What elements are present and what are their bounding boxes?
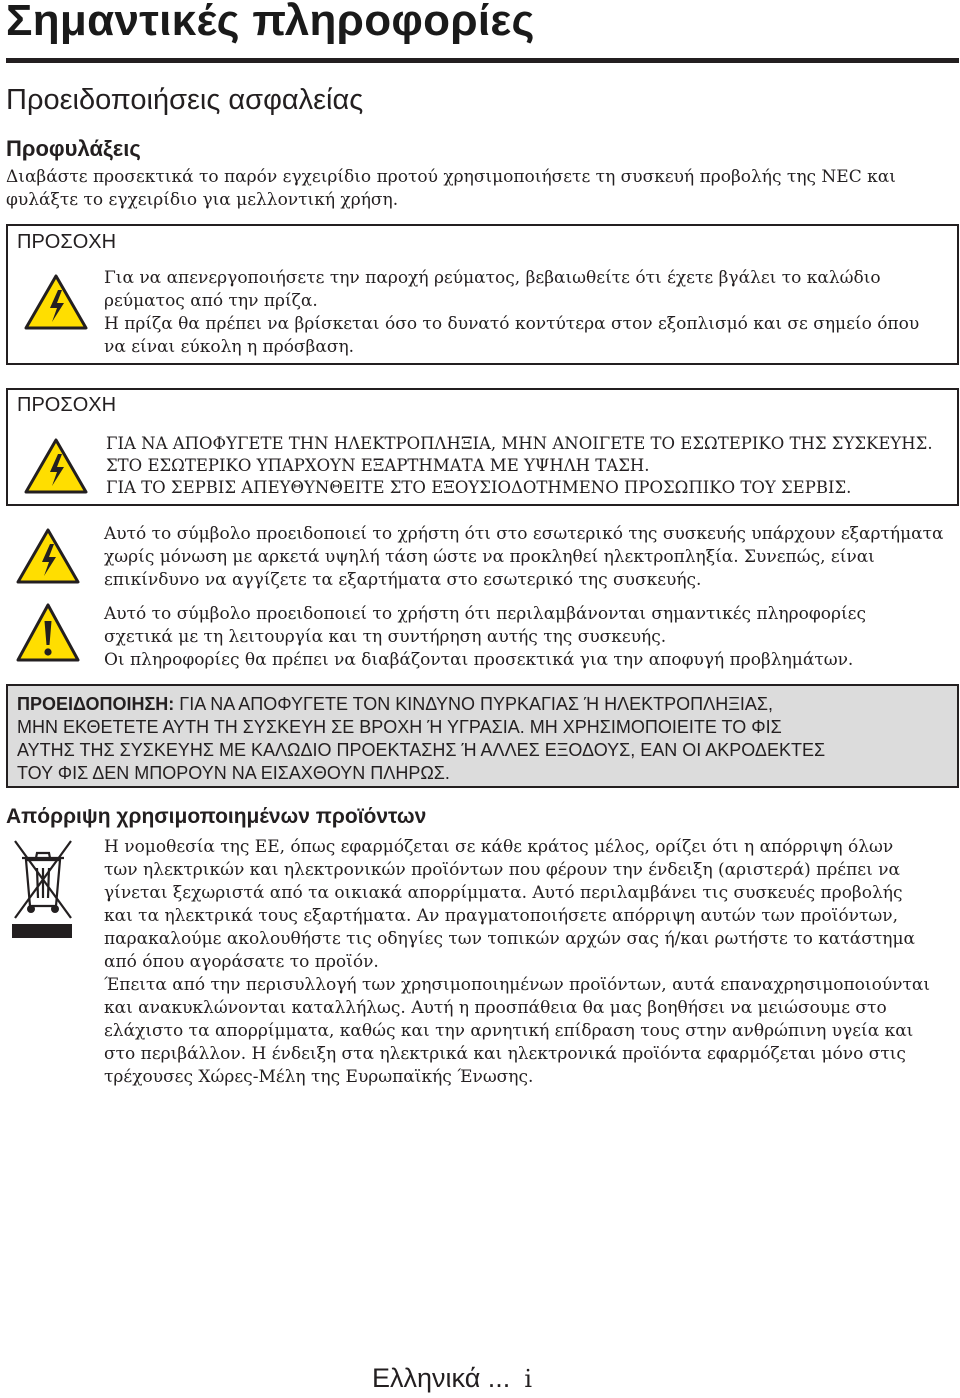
text-line: από όπου αγοράσατε το προϊόν.	[104, 952, 379, 972]
text-line: των ηλεκτρικών και ηλεκτρονικών προϊόντων που φέρουν την ένδειξη (αριστερά) πρέπει να	[104, 860, 900, 880]
text-line: Αυτό το σύμβολο προειδοποιεί το χρήστη ότι στο εσωτερικό της συσκευής υπάρχουν εξαρτήματα	[104, 524, 944, 544]
text-line: Διαβάστε προσεκτικά το παρόν εγχειρίδιο προτού χρησιμοποιήσετε τη συσκευή προβολής της NEC και	[6, 167, 896, 187]
symbol-description-important	[104, 603, 866, 672]
crossed-out-wheelie-bin-icon	[12, 838, 74, 948]
caution-box-high-voltage	[6, 388, 959, 506]
text-line: ΑΥΤΗΣ ΤΗΣ ΣΥΣΚΕΥΗΣ ΜΕ ΚΑΛΩΔΙΟ ΠΡΟΕΚΤΑΣΗΣ Ή ΑΛΛΕΣ ΕΞΟΔΟΥΣ, ΕΑΝ ΟΙ ΑΚΡΟΔΕΚΤΕΣ	[17, 740, 826, 760]
text-line: Η πρίζα θα πρέπει να βρίσκεται όσο το δυνατό κοντύτερα στον εξοπλισμό και σε σημείο όπου	[104, 314, 920, 334]
warning-first-line: ΓΙΑ ΝΑ ΑΠΟΦΥΓΕΤΕ ΤΟΝ ΚΙΝΔΥΝΟ ΠΥΡΚΑΓΙΑΣ Ή ΗΛΕΚΤΡΟΠΛΗΞΙΑΣ,	[179, 694, 774, 714]
text-line: στο περιβάλλον. Η ένδειξη στα ηλεκτρικά και ηλεκτρονικά προϊόντα εφαρμόζεται μόνο στις	[104, 1044, 906, 1064]
text-line: σχετικά με τη λειτουργία και τη συντήρηση αυτής της συσκευής.	[104, 627, 667, 647]
text-line: να είναι εύκολη η πρόσβαση.	[104, 337, 355, 357]
text-line: και ανακυκλώνονται καταλλήλως. Αυτή η προσπάθεια θα μας βοηθήσει να μειώσουμε στο	[104, 998, 887, 1018]
page-number: i	[524, 1365, 532, 1393]
warning-text	[17, 693, 957, 785]
text-line: χωρίς μόνωση με αρκετά υψηλή τάση ώστε να προκληθεί ηλεκτροπληξία. Συνεπώς, είναι	[104, 547, 875, 567]
lightning-triangle-icon	[16, 528, 80, 588]
subsection-title: Προφυλάξεις	[6, 136, 141, 161]
exclamation-triangle-icon	[16, 603, 80, 667]
symbol-description-high-voltage	[104, 523, 944, 592]
electric-shock-warning-icon	[24, 438, 88, 498]
caution-label: ΠΡΟΣΟΧΗ	[17, 231, 117, 253]
text-line: επικίνδυνο να αγγίζετε τα εξαρτήματα στο εσωτερικό της συσκευής.	[104, 570, 702, 590]
text-line: φυλάξτε το εγχειρίδιο για μελλοντική χρήση.	[6, 190, 399, 210]
warning-label: ΠΡΟΕΙΔΟΠΟΙΗΣΗ:	[17, 694, 175, 714]
text-line: τρέχουσες Χώρες-Μέλη της Ευρωπαϊκής Ένωσης.	[104, 1067, 534, 1087]
text-line: ΜΗΝ ΕΚΘΕΤΕΤΕ ΑΥΤΗ ΤΗ ΣΥΣΚΕΥΗ ΣΕ ΒΡΟΧΗ Ή ΥΓΡΑΣΙΑ. ΜΗ ΧΡΗΣΙΜΟΠΟΙΕΙΤΕ ΤΟ ΦΙΣ	[17, 717, 782, 737]
disposal-title: Απόρριψη χρησιμοποιημένων προϊόντων	[6, 805, 427, 828]
text-line: Οι πληροφορίες θα πρέπει να διαβάζονται προσεκτικά για την αποφυγή προβλημάτων.	[104, 650, 854, 670]
text-line: Η νομοθεσία της ΕΕ, όπως εφαρμόζεται σε κάθε κράτος μέλος, ορίζει ότι η απόρριψη όλων	[104, 837, 894, 857]
page-title: Σημαντικές πληροφορίες	[6, 0, 535, 45]
warning-box	[6, 684, 959, 788]
page-footer	[372, 1363, 532, 1394]
caution-text	[104, 267, 919, 359]
section-title: Προειδοποιήσεις ασφαλείας	[6, 84, 364, 116]
text-line: παρακαλούμε ακολουθήστε τις οδηγίες των τοπικών αρχών σας ή/και ρωτήστε το κατάστημα	[104, 929, 915, 949]
caution-label: ΠΡΟΣΟΧΗ	[17, 394, 117, 416]
text-line: γίνεται ξεχωριστά από τα οικιακά απορρίμματα. Αυτό περιλαμβάνει τις συσκευές προβολής	[104, 883, 903, 903]
text-line: Έπειτα από την περισυλλογή των χρησιμοποιημένων προϊόντων, αυτά επαναχρησιμοποιούνται	[104, 975, 931, 995]
text-line: ρεύματος από την πρίζα.	[104, 291, 318, 311]
text-line: Για να απενεργοποιήσετε την παροχή ρεύματος, βεβαιωθείτε ότι έχετε βγάλει το καλώδιο	[104, 268, 881, 288]
disposal-paragraph	[104, 836, 930, 1089]
text-line: Αυτό το σύμβολο προειδοποιεί το χρήστη ότι περιλαμβάνονται σημαντικές πληροφορίες	[104, 604, 866, 624]
caution-text	[106, 433, 933, 499]
text-line: ελάχιστο τα απορρίμματα, καθώς και την αρνητική επίδραση τους στην ανθρώπινη υγεία και	[104, 1021, 914, 1041]
text-line: και τα ηλεκτρικά τους εξαρτήματα. Αν πραγματοποιήσετε απόρριψη αυτών των προϊόντων,	[104, 906, 898, 926]
electric-shock-warning-icon	[24, 274, 88, 334]
text-line: ΣΤΟ ΕΣΩΤΕΡΙΚΟ ΥΠΑΡΧΟΥΝ ΕΞΑΡΤΗΜΑΤΑ ΜΕ ΥΨΗΛΗ ΤΑΣΗ.	[106, 456, 650, 475]
footer-language: Ελληνικά ...	[372, 1363, 511, 1393]
title-divider	[6, 58, 959, 63]
caution-box-power	[6, 224, 959, 365]
text-line: ΓΙΑ ΝΑ ΑΠΟΦΥΓΕΤΕ ΤΗΝ ΗΛΕΚΤΡΟΠΛΗΞΙΑ, ΜΗΝ ΑΝΟΙΓΕΤΕ ΤΟ ΕΣΩΤΕΡΙΚΟ ΤΗΣ ΣΥΣΚΕΥΗΣ.	[106, 434, 933, 453]
text-line	[17, 693, 957, 716]
intro-paragraph	[6, 166, 956, 212]
text-line: ΓΙΑ ΤΟ ΣΕΡΒΙΣ ΑΠΕΥΘΥΝΘΕΙΤΕ ΣΤΟ ΕΞΟΥΣΙΟΔΟΤΗΜΕΝΟ ΠΡΟΣΩΠΙΚΟ ΤΟΥ ΣΕΡΒΙΣ.	[106, 478, 852, 497]
text-line: ΤΟΥ ΦΙΣ ΔΕΝ ΜΠΟΡΟΥΝ ΝΑ ΕΙΣΑΧΘΟΥΝ ΠΛΗΡΩΣ.	[17, 763, 450, 783]
